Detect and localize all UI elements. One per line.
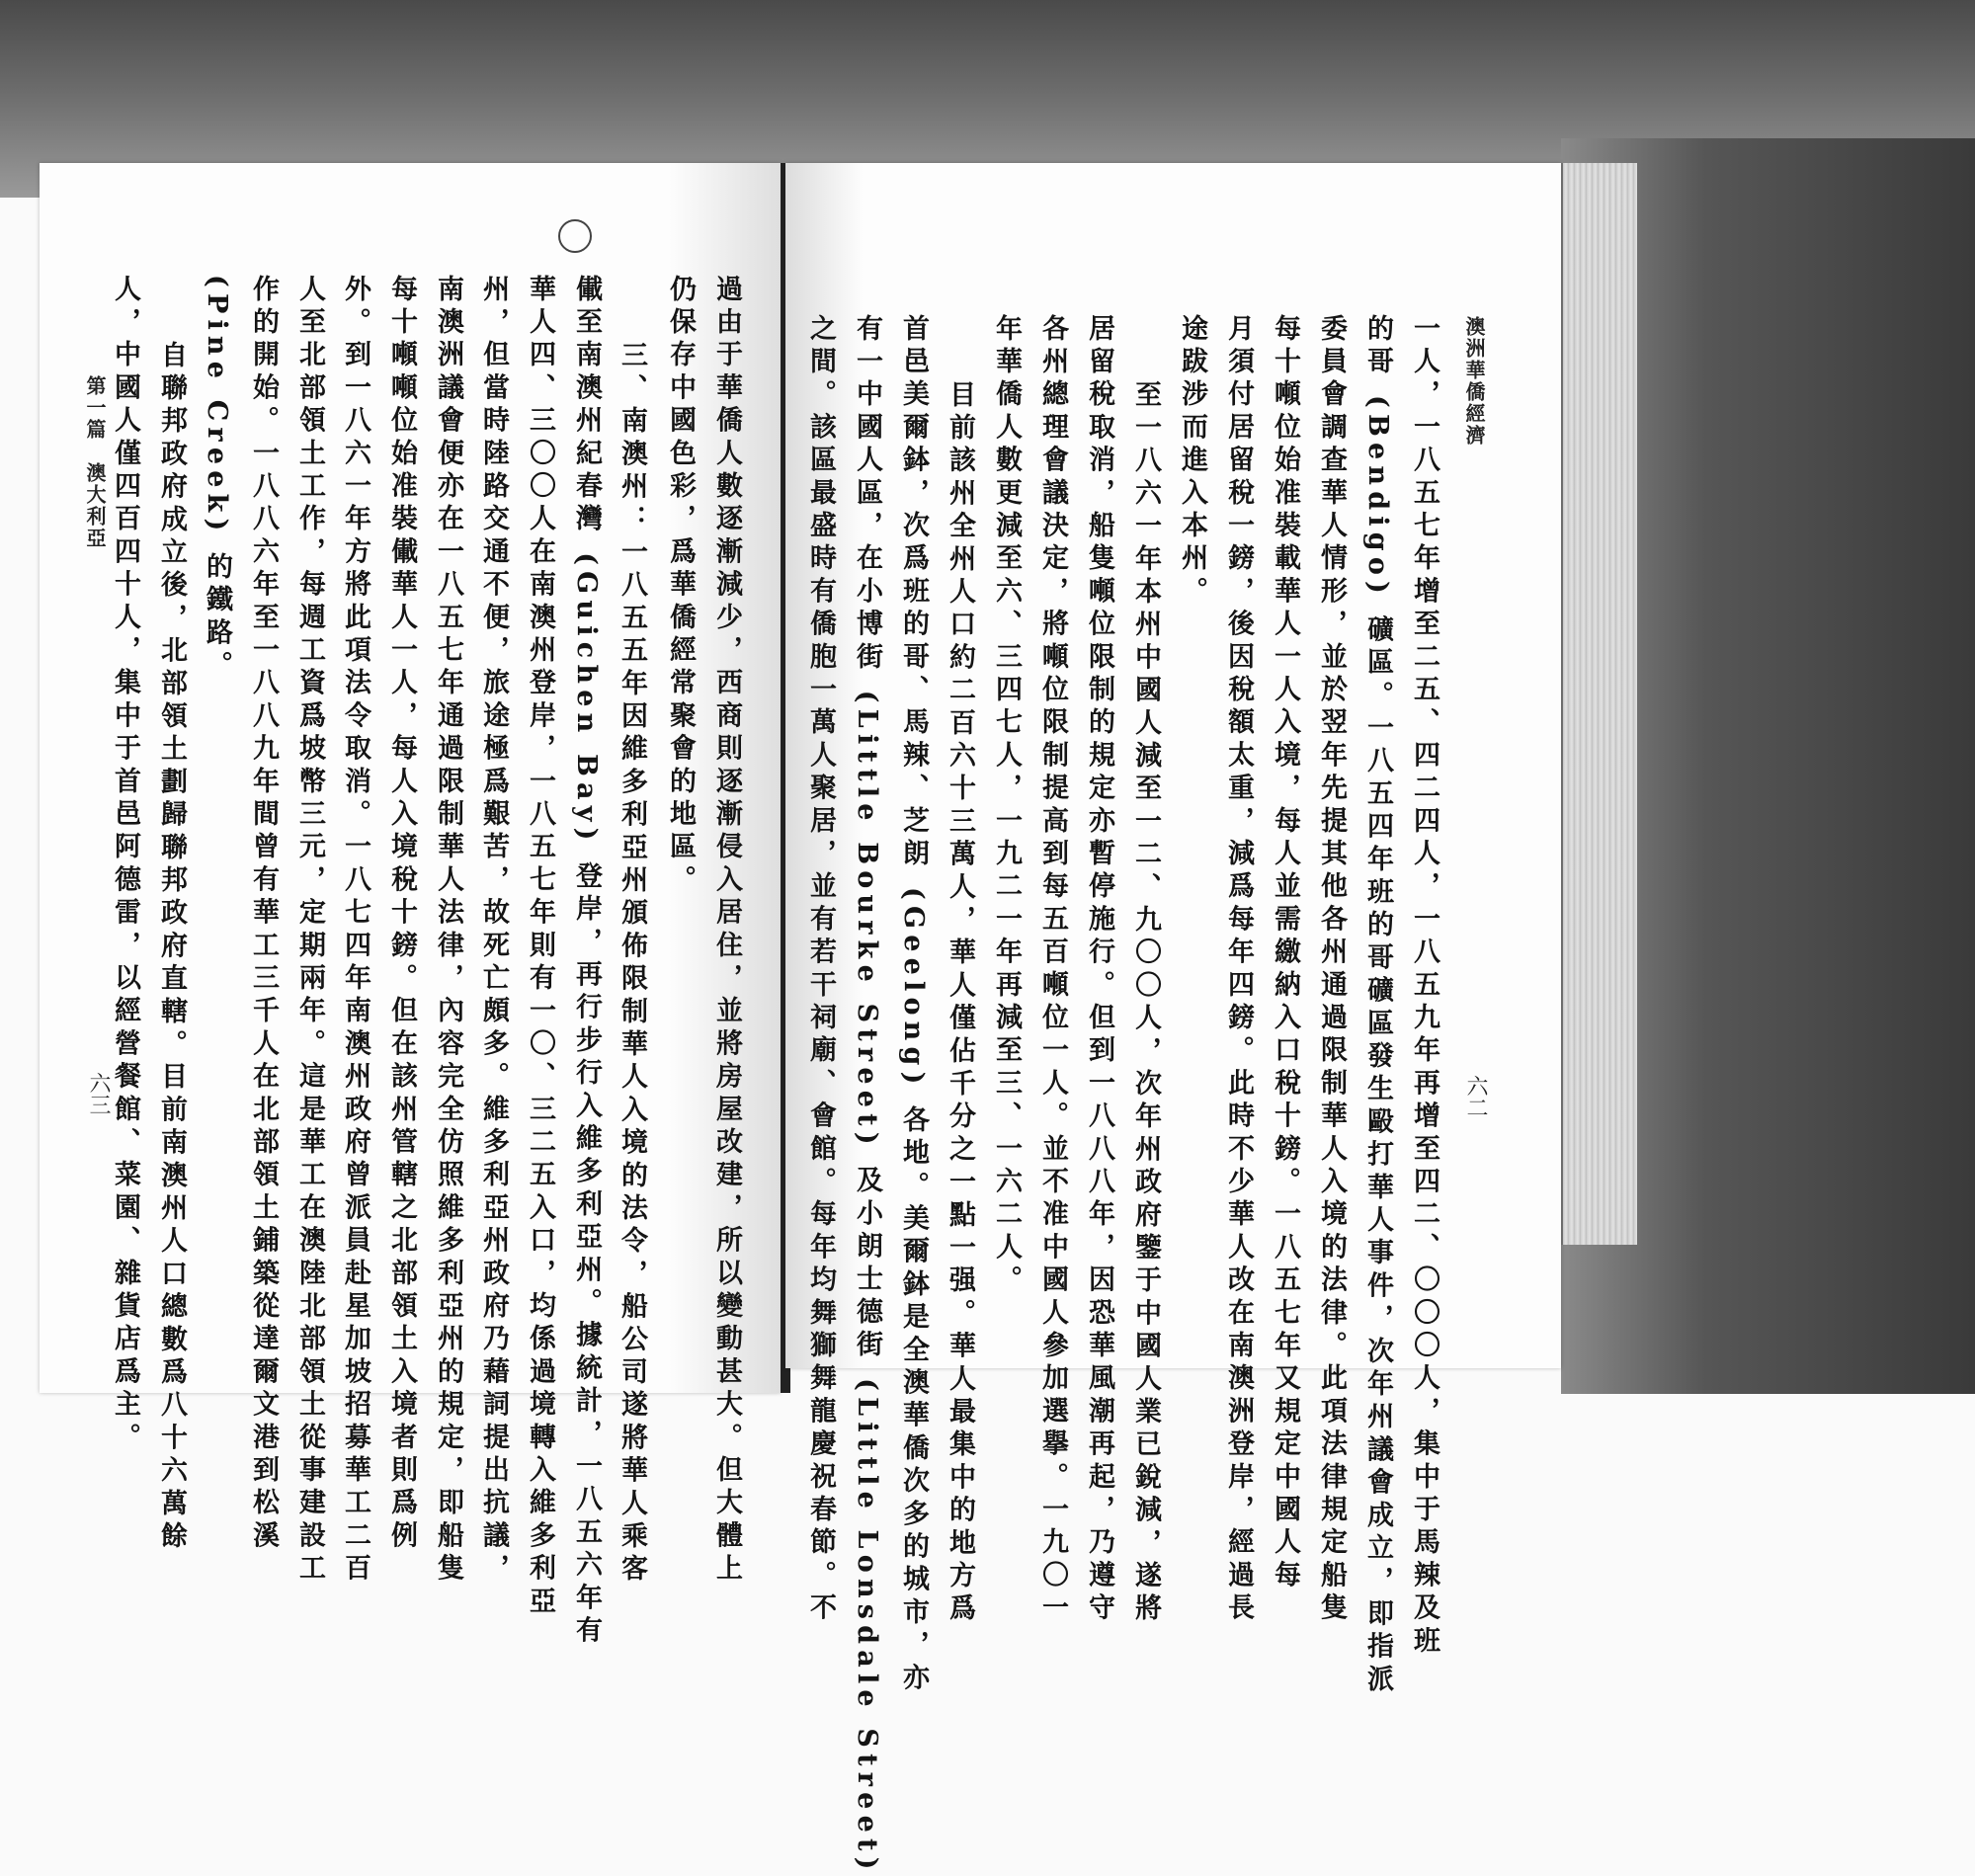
left-text-line: 人，中國人僅四百四十人，集中于首邑阿德雷，以經營餐館、菜園、雜貨店爲主。: [110, 275, 140, 1456]
left-text-line: 人至北部領土工作，每週工資爲坡幣三元，定期兩年。這是華工在澳陸北部領土從事建設工: [294, 275, 325, 1587]
right-text-line: 至一八六一年本州中國人減至一二、九〇〇人，次年州政府鑒于中國人業已銳減，遂將: [1130, 380, 1161, 1627]
left-text-line: 三、南澳州：一八五五年因維多利亞州頒佈限制華人入境的法令，船公司遂將華人乘客: [617, 341, 647, 1588]
right-text-line: 月須付居留稅一鎊，後因稅額太重，減爲每年四鎊。此時不少華人改在南澳洲登岸，經過長: [1223, 314, 1254, 1626]
right-running-header: 澳洲華僑經濟: [1462, 316, 1486, 447]
right-text-line: 首邑美爾鉢，次爲班的哥、馬辣、芝朗 (Geelong) 各地。美爾鉢是全澳華僑次多的城市，亦: [898, 314, 929, 1696]
left-text-line: 過由于華僑人數逐漸減少，西商則逐漸侵入居住，並將房屋改建，所以變動甚大。但大體上: [711, 275, 742, 1587]
left-text-line: 南澳洲議會便亦在一八五七年通過限制華人法律，內容完全仿照維多利亞州的規定，即船隻: [433, 275, 463, 1587]
right-text-line: 年華僑人數更減至六、三四七人，一九二一年再減至三、一六二人。: [991, 314, 1022, 1298]
right-text-line: 各州總理會議決定，將噸位限制提高到每五百噸位一人。並不准中國人參加選擧。一九〇一: [1037, 314, 1068, 1626]
left-running-header: 第一篇 澳大利亞: [83, 375, 107, 549]
right-text-line: 居留稅取消，船隻噸位限制的規定亦暫停施行。但到一八八八年，因恐華風潮再起，乃遵守: [1084, 314, 1114, 1626]
book-page-edges: [1561, 163, 1637, 1245]
left-text-line: 每十噸噸位始准裝儎華人一人，每人入境稅十鎊。但在該州管轄之北部領土入境者則爲例: [386, 275, 417, 1554]
left-text-line: 華人四、三〇〇人在南澳州登岸，一八五七年則有一〇、三二五入口，均係過境轉入維多利亞: [525, 275, 555, 1620]
right-text-line: 的哥 (Bendigo) 礦區。一八五四年班的哥礦區發生毆打華人事件，次年州議會成立，即指派: [1362, 314, 1393, 1698]
left-text-line: 作的開始。一八八六年至一八八九年間曾有華工三千人在北部領土鋪築從達爾文港到松溪: [248, 275, 279, 1554]
right-page-number: 六二: [1463, 1075, 1488, 1118]
left-text-line: 外。到一八六一年方將此項法令取消。一八七四年南澳州政府曾派員赴星加坡招募華工二百: [340, 275, 370, 1587]
pencil-circle-mark: [558, 219, 592, 253]
right-text-line: 目前該州全州人口約二百六十三萬人，華人僅佔千分之一點一强。華人最集中的地方爲: [945, 380, 975, 1627]
left-text-line: 州，但當時陸路交通不便，旅途極爲艱苦，故死亡頗多。維多利亞州政府乃藉詞提出抗議，: [478, 275, 509, 1587]
left-text-line: 仍保存中國色彩，爲華僑經常聚會的地區。: [665, 275, 696, 898]
right-text-line: 委員會調查華人情形，並於翌年先提其他各州通過限制華人入境的法律。此項法律規定船隻: [1316, 314, 1347, 1626]
left-text-line: 儎至南澳州紀春灣 (Guichen Bay) 登岸，再行步行入維多利亞州。據統計，一八五六年有: [571, 275, 602, 1649]
right-text-line: 途跋涉而進入本州。: [1177, 314, 1207, 610]
left-page-number: 六三: [86, 1072, 111, 1115]
right-text-line: 每十噸位始准裝載華人一人入境，每人並需繳納入口稅十鎊。一八五七年又規定中國人每: [1270, 314, 1300, 1593]
left-text-line: (Pine Creek) 的鐵路。: [202, 275, 232, 684]
right-text-line: 一人，一八五七年增至二五、四二四人，一八五九年再增至四二、〇〇〇人，集中于馬辣及班: [1409, 314, 1440, 1660]
left-text-line: 自聯邦政府成立後，北部領土劃歸聯邦政府直轄。目前南澳州人口總數爲八十六萬餘: [156, 341, 187, 1555]
right-text-line: 之間。該區最盛時有僑胞一萬人聚居，並有若干祠廟、會館。每年均舞獅舞龍慶祝春節。不: [805, 314, 836, 1626]
right-text-line: 有一中國人區，在小博街 (Little Bourke Street) 及小朗士德街 (Little Lonsdale Street): [852, 314, 882, 1876]
